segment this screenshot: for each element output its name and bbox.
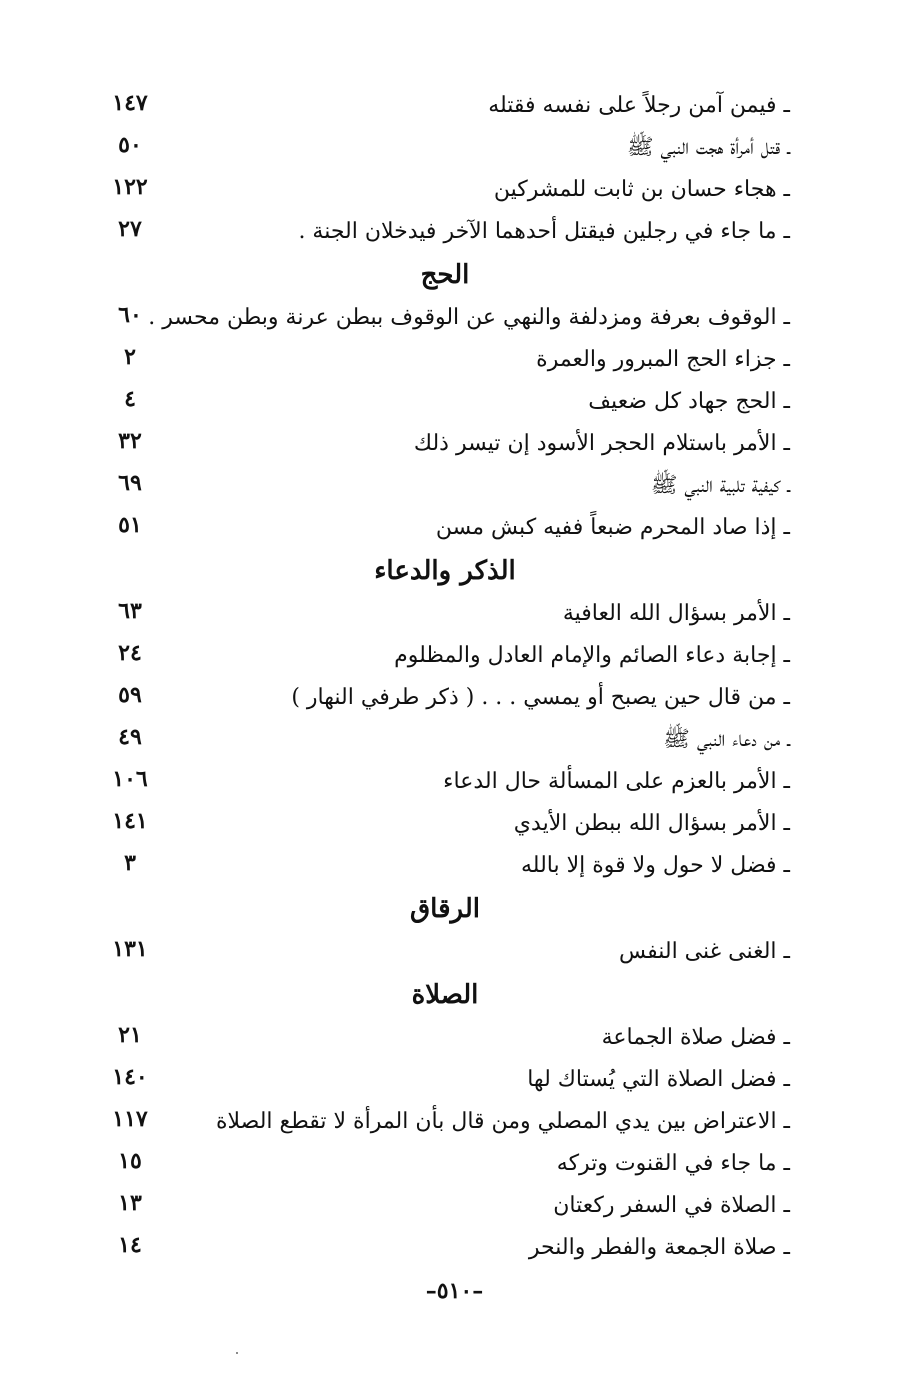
toc-entry-page-number: ١٥ (118, 1148, 142, 1174)
toc-entry (100, 635, 790, 677)
toc-entry-page-number: ٥١ (118, 512, 142, 538)
toc-entry-title: ـ فيمن آمن رجلاً على نفسه فقتله (488, 93, 790, 118)
toc-entry (100, 1227, 790, 1269)
toc-entry (100, 381, 790, 423)
toc-entry (100, 1059, 790, 1101)
toc-entry-page-number: ٤٩ (118, 724, 142, 750)
toc-entry-title: ـ فضل صلاة الجماعة (601, 1025, 790, 1050)
toc-entry (100, 339, 790, 381)
toc-entry-title: ـ الأمر بالعزم على المسألة حال الدعاء (443, 769, 790, 794)
toc-entry (100, 677, 790, 719)
toc-entry (100, 127, 790, 169)
toc-entry (100, 1143, 790, 1185)
toc-entry-title: ـ من دعاء النبي ﷺ (663, 727, 790, 752)
toc-entry (100, 465, 790, 507)
toc-entry (100, 423, 790, 465)
toc-entry-title: ـ إجابة دعاء الصائم والإمام العادل والمظلوم (394, 643, 790, 668)
toc-entry-page-number: ١٤١ (112, 808, 148, 834)
section-heading-text: الذكر والدعاء (374, 556, 516, 586)
toc-entry-page-number: ٢١ (118, 1022, 142, 1048)
toc-entry (100, 593, 790, 635)
toc-entry-page-number: ٢ (124, 344, 136, 370)
page-number: –٥١٠– (425, 1278, 484, 1304)
toc-entry-title: ـ قتل أمرأة هجت النبي ﷺ (626, 135, 790, 160)
toc-entry-title: ـ الوقوف بعرفة ومزدلفة والنهي عن الوقوف ببطن عرنة وبطن محسر . (148, 305, 790, 330)
toc-entry (100, 1101, 790, 1143)
toc-entry-page-number: ٤ (124, 386, 136, 412)
toc-entry-title: ـ فضل الصلاة التي يُستاك لها (527, 1067, 790, 1092)
toc-entry-title: ـ فضل لا حول ولا قوة إلا بالله (521, 853, 790, 878)
section-heading (100, 887, 790, 931)
toc-entry (100, 803, 790, 845)
toc-entry-page-number: ٥٠ (118, 132, 142, 158)
toc-entry (100, 1185, 790, 1227)
section-heading (100, 973, 790, 1017)
toc-entry-page-number: ٦٩ (118, 470, 142, 496)
section-heading (100, 549, 790, 593)
toc-entry (100, 761, 790, 803)
toc-entry-page-number: ١٠٦ (112, 766, 148, 792)
toc-entry-page-number: ٦٣ (118, 598, 142, 624)
section-heading-text: الحج (420, 260, 470, 290)
toc-entry-page-number: ٣ (124, 850, 136, 876)
toc-entry (100, 1017, 790, 1059)
toc-entry-page-number: ١٤٧ (112, 90, 148, 116)
toc-entry-title: ـ ما جاء في القنوت وتركه (556, 1151, 790, 1176)
toc-entry (100, 169, 790, 211)
toc-entry-title: ـ الاعتراض بين يدي المصلي ومن قال بأن المرأة لا تقطع الصلاة (215, 1109, 790, 1134)
toc-entry-page-number: ١٤٠ (112, 1064, 148, 1090)
section-heading (100, 253, 790, 297)
toc-entry (100, 931, 790, 973)
section-heading-text: الرقاق (409, 894, 480, 924)
toc-entry-title: ـ من قال حين يصبح أو يمسي . . . ( ذكر طرفي النهار ) (291, 685, 790, 710)
table-of-contents (100, 85, 790, 1269)
toc-entry (100, 719, 790, 761)
toc-entry-title: ـ جزاء الحج المبرور والعمرة (536, 347, 790, 372)
toc-entry-page-number: ١٣١ (112, 936, 148, 962)
scan-speck (236, 1352, 238, 1354)
toc-entry-page-number: ٥٩ (118, 682, 142, 708)
toc-entry-page-number: ٦٠ (118, 302, 142, 328)
toc-entry-title: ـ الأمر بسؤال الله ببطن الأيدي (513, 811, 790, 836)
toc-entry (100, 85, 790, 127)
toc-entry-title: ـ صلاة الجمعة والفطر والنحر (528, 1235, 790, 1260)
toc-entry-title: ـ إذا صاد المحرم ضبعاً ففيه كبش مسن (435, 515, 790, 540)
toc-entry-page-number: ١٢٢ (112, 174, 148, 200)
toc-entry-title: ـ الصلاة في السفر ركعتان (553, 1193, 790, 1218)
toc-entry-title: ـ الغنى غنى النفس (619, 939, 790, 964)
toc-entry-title: ـ كيفية تلبية النبي ﷺ (650, 473, 790, 498)
toc-entry-page-number: ٢٤ (118, 640, 142, 666)
toc-entry-page-number: ٢٧ (118, 216, 142, 242)
toc-entry (100, 845, 790, 887)
toc-entry-page-number: ٣٢ (118, 428, 142, 454)
toc-entry (100, 297, 790, 339)
toc-entry (100, 507, 790, 549)
toc-entry (100, 211, 790, 253)
section-heading-text: الصلاة (411, 980, 479, 1010)
toc-entry-title: ـ الأمر باستلام الحجر الأسود إن تيسر ذلك (413, 431, 790, 456)
toc-entry-title: ـ الأمر بسؤال الله العافية (562, 601, 790, 626)
toc-entry-title: ـ هجاء حسان بن ثابت للمشركين (493, 177, 790, 202)
toc-entry-title: ـ ما جاء في رجلين فيقتل أحدهما الآخر فيدخلان الجنة . (298, 219, 790, 244)
toc-entry-page-number: ١١٧ (112, 1106, 148, 1132)
toc-entry-title: ـ الحج جهاد كل ضعيف (588, 389, 790, 414)
toc-entry-page-number: ١٣ (118, 1190, 142, 1216)
toc-entry-page-number: ١٤ (118, 1232, 142, 1258)
